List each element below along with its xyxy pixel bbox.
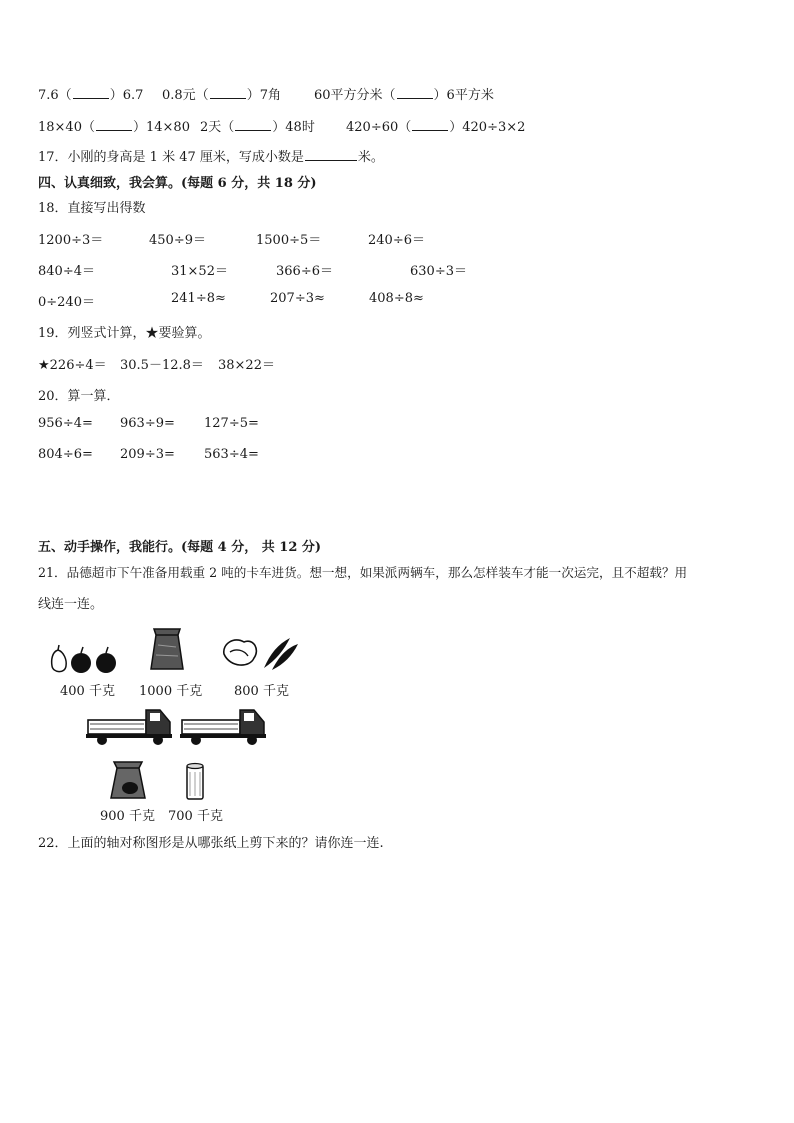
calc-item: 207÷3≈ — [270, 291, 325, 306]
calc-item: 1500÷5＝ — [256, 233, 322, 248]
calc-item: 38×22＝ — [218, 358, 275, 373]
calc-item: 241÷8≈ — [171, 291, 226, 306]
section-5-title: 五、动手操作，我能行。(每题 4 分， 共 12 分) — [38, 540, 322, 555]
question-17: 17．小刚的身高是 1 米 47 厘米，写成小数是 米。 — [38, 150, 384, 165]
calc-item: 630÷3＝ — [410, 264, 467, 279]
bag-icon — [108, 758, 148, 802]
calc-item: ★226÷4＝ — [38, 358, 107, 373]
calc-item: 30.5－12.8＝ — [120, 358, 204, 373]
goods-weight-label: 800 千克 — [234, 684, 289, 699]
vegetables-icon — [220, 632, 302, 672]
compare-item: 420÷60（ ）420÷3×2 — [346, 120, 526, 135]
question-18-title: 18．直接写出得数 — [38, 201, 146, 216]
truck-icon — [180, 704, 268, 746]
question-21-line-2: 线连一连。 — [38, 597, 104, 612]
compare-item: 18×40（ ）14×80 — [38, 120, 190, 135]
goods-weight-label: 900 千克 — [100, 809, 155, 824]
calc-item: 963÷9= — [120, 416, 175, 431]
fruit-icon — [46, 640, 120, 676]
goods-weight-label: 1000 千克 — [139, 684, 203, 699]
question-20-title: 20．算一算． — [38, 389, 120, 404]
compare-item: 7.6（ ）6.7 — [38, 88, 144, 103]
calc-item: 127÷5= — [204, 416, 259, 431]
calc-item: 1200÷3＝ — [38, 233, 104, 248]
calc-item: 408÷8≈ — [369, 291, 424, 306]
calc-item: 804÷6= — [38, 447, 93, 462]
answer-blank[interactable] — [412, 118, 448, 131]
compare-item: 0.8元（ ）7角 — [162, 88, 281, 103]
answer-blank[interactable] — [96, 118, 132, 131]
answer-blank[interactable] — [397, 86, 433, 99]
barrel-icon — [184, 762, 206, 802]
compare-item: 60平方分米（ ）6平方米 — [314, 88, 494, 103]
question-19-title: 19．列竖式计算，★要验算。 — [38, 326, 211, 341]
answer-blank[interactable] — [305, 148, 357, 161]
calc-item: 240÷6＝ — [368, 233, 425, 248]
calc-item: 31×52＝ — [171, 264, 228, 279]
truck-icon — [86, 704, 174, 746]
goods-weight-label: 700 千克 — [168, 809, 223, 824]
calc-item: 0÷240＝ — [38, 295, 95, 310]
question-22-title: 22．上面的轴对称图形是从哪张纸上剪下来的？请你连一连. — [38, 836, 384, 851]
answer-blank[interactable] — [73, 86, 109, 99]
section-4-title: 四、认真细致，我会算。(每题 6 分，共 18 分) — [38, 176, 317, 191]
calc-item: 450÷9＝ — [149, 233, 206, 248]
answer-blank[interactable] — [210, 86, 246, 99]
goods-weight-label: 400 千克 — [60, 684, 115, 699]
calc-item: 366÷6＝ — [276, 264, 333, 279]
compare-item: 2天（ ）48时 — [200, 120, 315, 135]
calc-item: 209÷3= — [120, 447, 175, 462]
sack-icon — [148, 625, 186, 673]
calc-item: 563÷4= — [204, 447, 259, 462]
answer-blank[interactable] — [235, 118, 271, 131]
calc-item: 840÷4＝ — [38, 264, 95, 279]
calc-item: 956÷4= — [38, 416, 93, 431]
question-21-line-1: 21．品德超市下午准备用载重 2 吨的卡车进货。想一想，如果派两辆车，那么怎样装车才能一次运完，且不超载？用 — [38, 565, 688, 580]
